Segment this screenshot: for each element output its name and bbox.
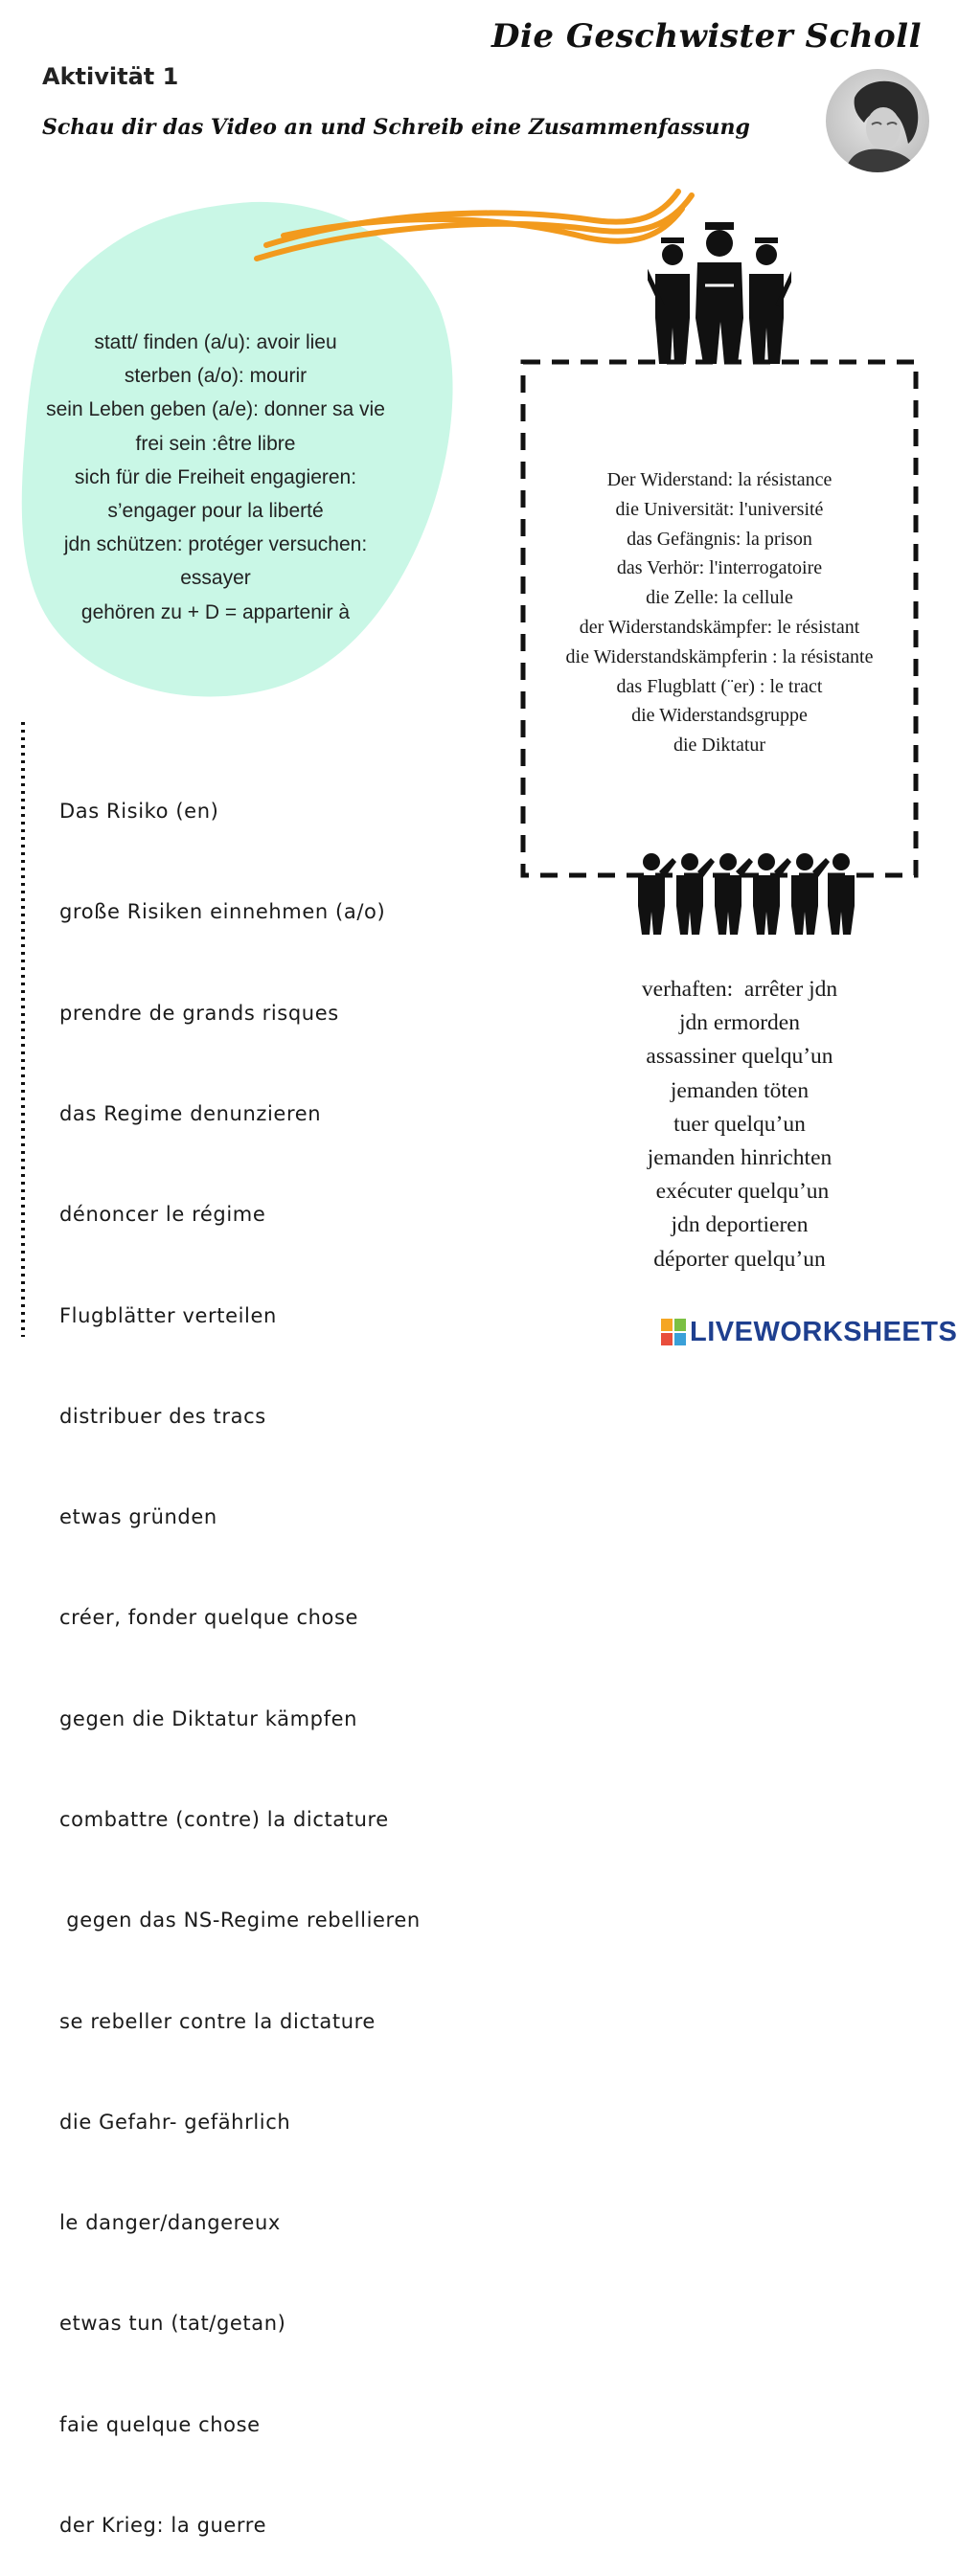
- vocab-list-green: [29, 326, 402, 629]
- dotted-left-border: [13, 718, 33, 1341]
- orange-swoosh-decoration: [249, 188, 709, 274]
- vocab-item: etwas tun (tat/getan): [59, 2312, 286, 2336]
- instruction-text: Schau dir das Video an und Schreib eine Zusammenfassung: [42, 115, 750, 140]
- vocab-item: sterben (a/o): mourir: [124, 365, 308, 388]
- vocab-item: das Gefängnis: la prison: [627, 528, 812, 550]
- vocab-item: sein Leben geben (a/e): donner sa vie: [46, 398, 385, 421]
- soldiers-icon: [648, 222, 791, 364]
- vocab-item: das Flugblatt (¨er) : le tract: [616, 675, 823, 697]
- vocab-item: jemanden töten: [670, 1077, 810, 1103]
- vocab-list-right: [586, 973, 893, 1277]
- vocab-item: gegen die Diktatur kämpfen: [59, 1706, 358, 1730]
- vocab-item: distribuer des tracs: [59, 1404, 266, 1428]
- activity-heading: Aktivität 1: [42, 63, 179, 90]
- vocab-item: das Regime denunzieren: [59, 1102, 322, 1126]
- vocab-item: se rebeller contre la dictature: [59, 2009, 376, 2033]
- liveworksheets-mark-icon: [661, 1319, 686, 1345]
- vocab-item: der Krieg: la guerre: [59, 2513, 267, 2537]
- vocab-item: statt/ finden (a/u): avoir lieu: [94, 331, 337, 353]
- vocab-item: frei sein :être libre: [135, 432, 296, 455]
- vocab-item: sich für die Freiheit engagieren:: [74, 465, 357, 488]
- vocab-item: große Risiken einnehmen (a/o): [59, 900, 386, 924]
- vocab-item: etwas gründen: [59, 1505, 217, 1529]
- vocab-item: Der Widerstand: la résistance: [606, 469, 833, 490]
- vocab-item: Flugblätter verteilen: [59, 1303, 277, 1327]
- vocab-item: die Diktatur: [673, 734, 766, 757]
- vocab-item: die Widerstandskämpferin : la résistante: [565, 645, 874, 667]
- vocab-item: die Widerstandsgruppe: [631, 705, 808, 727]
- saluting-people-icon: [634, 850, 856, 935]
- vocab-item: assassiner quelqu’un: [646, 1044, 833, 1070]
- vocab-item: déporter quelqu’un: [653, 1246, 826, 1272]
- vocab-item: die Gefahr- gefährlich: [59, 2110, 291, 2134]
- vocab-item: jdn ermorden: [679, 1010, 800, 1036]
- vocab-list-left: [59, 728, 421, 2576]
- vocab-item: gegen das NS-Regime rebellieren: [59, 1909, 421, 1932]
- vocab-item: s’engager pour la liberté: [107, 500, 324, 523]
- vocab-item: verhaften: arrêter jdn: [641, 977, 838, 1002]
- vocab-item: prendre de grands risques: [59, 1001, 339, 1025]
- vocab-item: faie quelque chose: [59, 2412, 261, 2436]
- vocab-item: exécuter quelqu’un: [650, 1179, 830, 1205]
- vocab-item: das Verhör: l'interrogatoire: [616, 557, 823, 579]
- logo-text: LIVEWORKSHEETS: [690, 1316, 958, 1347]
- vocab-item: jdn deportieren: [671, 1212, 809, 1238]
- vocab-item: créer, fonder quelque chose: [59, 1606, 359, 1630]
- vocab-item: tuer quelqu’un: [673, 1111, 806, 1137]
- liveworksheets-logo[interactable]: [661, 1316, 957, 1348]
- vocab-item: essayer: [180, 567, 251, 590]
- vocab-item: die Universität: l'université: [615, 498, 824, 520]
- vocab-item: jemanden hinrichten: [647, 1145, 833, 1171]
- vocab-item: jdn schützen: protéger versuchen:: [63, 533, 368, 556]
- portrait-photo: [826, 69, 929, 172]
- vocab-item: dénoncer le régime: [59, 1203, 266, 1227]
- vocab-item: der Widerstandskämpfer: le résistant: [579, 616, 860, 638]
- vocab-item: gehören zu + D = appartenir à: [80, 600, 351, 623]
- page-title: Die Geschwister Scholl: [491, 17, 922, 56]
- vocab-list-box: [525, 465, 914, 760]
- vocab-item: Das Risiko (en): [59, 800, 219, 824]
- vocab-item: die Zelle: la cellule: [646, 587, 793, 609]
- vocab-item: le danger/dangereux: [59, 2211, 281, 2235]
- vocab-item: combattre (contre) la dictature: [59, 1808, 389, 1831]
